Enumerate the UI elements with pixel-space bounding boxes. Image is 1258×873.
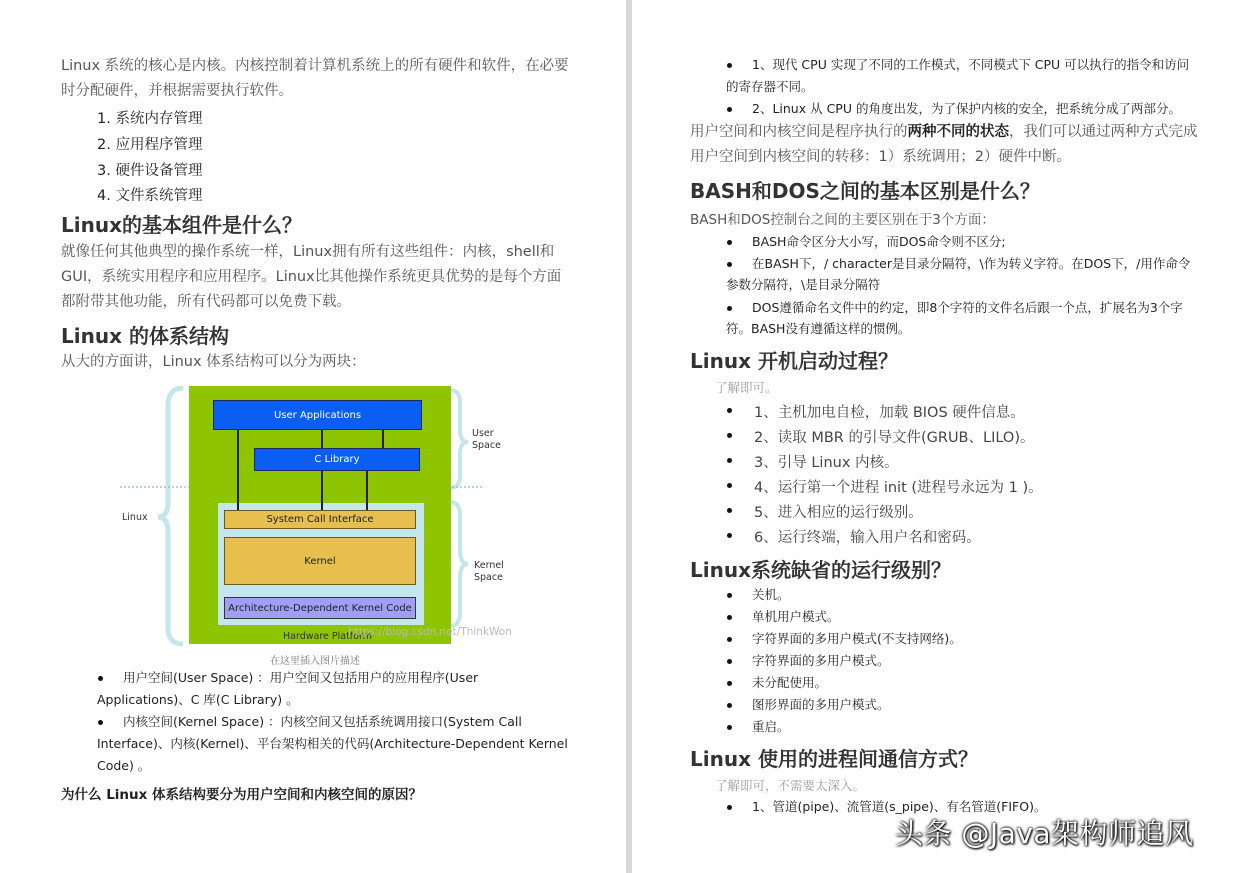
list-item: 1. 系统内存管理: [97, 111, 203, 127]
bullet-dot: [727, 63, 732, 68]
author-watermark: 头条 @Java架构师追风: [895, 817, 1194, 850]
bullet-dot: [727, 703, 732, 708]
ipc-note: 了解即可，不需要太深入。: [715, 778, 866, 793]
bullet-dot: [727, 637, 732, 642]
runlevel-item: 字符界面的多用户模式(不支持网络)。: [752, 631, 962, 646]
connector-line: [366, 468, 368, 511]
bullet-dot: [727, 508, 732, 513]
heading-components: Linux的基本组件是什么？: [61, 213, 302, 237]
user-space-label-2: Space: [472, 440, 501, 451]
list-item: 3. 硬件设备管理: [97, 163, 203, 179]
linux-label: Linux: [122, 512, 148, 523]
intro-line-2: 时分配硬件，并根据需要执行软件。: [61, 83, 293, 99]
boot-note: 了解即可。: [715, 380, 778, 395]
bullet-dot: [727, 107, 732, 112]
bold-span: 两种不同的状态: [907, 124, 1009, 140]
bullet-dot: [727, 483, 732, 488]
bash-bullet-3-line-1: DOS遵循命名文件中的约定，即8个字符的文件名后跟一个点，扩展名为3个字: [752, 300, 1183, 315]
kernel-box: Kernel: [224, 537, 416, 585]
user-space-bullet-line-2: Applications)、C 库(C Library) 。: [97, 692, 299, 707]
user-space-label-1: User: [472, 428, 494, 439]
heading-runlevel: Linux系统缺省的运行级别？: [690, 558, 951, 582]
runlevel-item: 重启。: [752, 719, 790, 734]
runlevel-item: 单机用户模式。: [752, 609, 840, 624]
bullet-dot: [727, 805, 732, 810]
boot-step: 3、引导 Linux 内核。: [754, 455, 899, 471]
boot-step: 5、进入相应的运行级别。: [754, 505, 923, 521]
user-space-bullet-line-1: 用户空间(User Space) ：用户空间又包括用户的应用程序(User: [123, 670, 479, 685]
runlevel-item: 关机。: [752, 587, 790, 602]
text-span: ，我们可以通过两种方式完成: [1009, 124, 1198, 140]
bullet-dot: [727, 615, 732, 620]
list-item: 2. 应用程序管理: [97, 137, 203, 153]
system-call-interface-box: System Call Interface: [224, 510, 416, 529]
boot-step: 6、运行终端，输入用户名和密码。: [754, 530, 981, 546]
heading-bash-dos: BASH和DOS之间的基本区别是什么？: [690, 179, 1040, 203]
runlevel-item: 字符界面的多用户模式。: [752, 653, 890, 668]
bullet-dot: [727, 533, 732, 538]
bullet-dot: [727, 408, 732, 413]
right-page: [632, 0, 1258, 873]
arch-dependent-code-box: Architecture-Dependent Kernel Code: [224, 597, 416, 619]
architecture-intro: 从大的方面讲，Linux 体系结构可以分为两块：: [61, 354, 366, 370]
kernel-space-bullet-line-1: 内核空间(Kernel Space) ：内核空间又包括系统调用接口(System Call: [123, 714, 522, 729]
cpu-mode-bullet-line-1: 1、现代 CPU 实现了不同的工作模式，不同模式下 CPU 可以执行的指令和访问: [752, 57, 1190, 72]
runlevel-item: 未分配使用。: [752, 675, 828, 690]
hardware-platform-label: Hardware Platform: [283, 631, 372, 642]
components-line-3: 都附带其他功能，所有代码都可以免费下载。: [61, 294, 351, 310]
space-transfer-line-2: 用户空间到内核空间的转移：1）系统调用；2）硬件中断。: [690, 149, 1071, 165]
components-line-1: 就像任何其他典型的操作系统一样，Linux拥有所有这些组件：内核，shell和: [61, 244, 555, 260]
boot-step: 4、运行第一个进程 init (进程号永远为 1 )。: [754, 480, 1043, 496]
bullet-dot: [727, 240, 732, 245]
space-transfer-line-1: [690, 120, 1198, 145]
c-library-box: C Library: [254, 448, 420, 471]
bullet-dot: [98, 720, 103, 725]
intro-line-1: Linux 系统的核心是内核。内核控制着计算机系统上的所有硬件和软件，在必要: [61, 58, 569, 74]
heading-ipc: Linux 使用的进程间通信方式？: [690, 747, 978, 771]
heading-boot: Linux 开机启动过程？: [690, 349, 898, 373]
kernel-space-bullet-line-2: Interface)、内核(Kernel)、平台架构相关的代码(Architecture-Dependent Kernel: [97, 736, 568, 751]
bullet-dot: [727, 306, 732, 311]
kernel-space-label-2: Space: [474, 572, 503, 583]
bash-bullet-2-line-1: 在BASH下，/ character是目录分隔符，\作为转义字符。在DOS下，/用作命令: [752, 256, 1191, 271]
components-line-2: GUI，系统实用程序和应用程序。Linux比其他操作系统更具优势的是每个方面: [61, 269, 562, 285]
bash-bullet-2-line-2: 参数分隔符，\是目录分隔符: [726, 277, 881, 292]
bash-bullet-1: BASH命令区分大小写，而DOS命令则不区分;: [752, 234, 1006, 249]
text-span: 用户空间和内核空间是程序执行的: [690, 124, 908, 140]
bullet-dot: [727, 725, 732, 730]
bullet-dot: [727, 593, 732, 598]
cpu-protect-bullet: 2、Linux 从 CPU 的角度出发，为了保护内核的安全，把系统分成了两部分。: [752, 101, 1181, 116]
cpu-mode-bullet-line-2: 的寄存器不同。: [726, 79, 814, 94]
connector-line: [237, 426, 239, 511]
bullet-dot: [98, 676, 103, 681]
bash-intro: BASH和DOS控制台之间的主要区别在于3个方面：: [690, 212, 995, 228]
boot-step: 2、读取 MBR 的引导文件(GRUB、LILO)。: [754, 430, 1035, 446]
kernel-space-bullet-line-3: Code) 。: [97, 758, 151, 773]
figure-caption: 在这里插入图片描述: [270, 656, 360, 667]
kernel-space-label-1: Kernel: [474, 560, 504, 571]
left-page: [0, 0, 626, 873]
bullet-dot: [727, 458, 732, 463]
runlevel-item: 图形界面的多用户模式。: [752, 697, 890, 712]
question-heading: 为什么 Linux 体系结构要分为用户空间和内核空间的原因？: [61, 787, 423, 803]
bullet-dot: [727, 659, 732, 664]
bullet-dot: [727, 433, 732, 438]
diagram-watermark: https://blog.csdn.net/ThinkWon: [348, 626, 512, 638]
heading-architecture: Linux 的体系结构: [61, 324, 229, 348]
bullet-dot: [727, 262, 732, 267]
boot-step: 1、主机加电自检，加载 BIOS 硬件信息。: [754, 405, 1025, 421]
bullet-dot: [727, 681, 732, 686]
list-item: 4. 文件系统管理: [97, 188, 203, 204]
ipc-item: 1、管道(pipe)、流管道(s_pipe)、有名管道(FIFO)。: [752, 799, 1047, 814]
bash-bullet-3-line-2: 符。BASH没有遵循这样的惯例。: [726, 321, 911, 336]
user-applications-box: User Applications: [213, 400, 422, 430]
linux-architecture-diagram: [120, 386, 510, 648]
